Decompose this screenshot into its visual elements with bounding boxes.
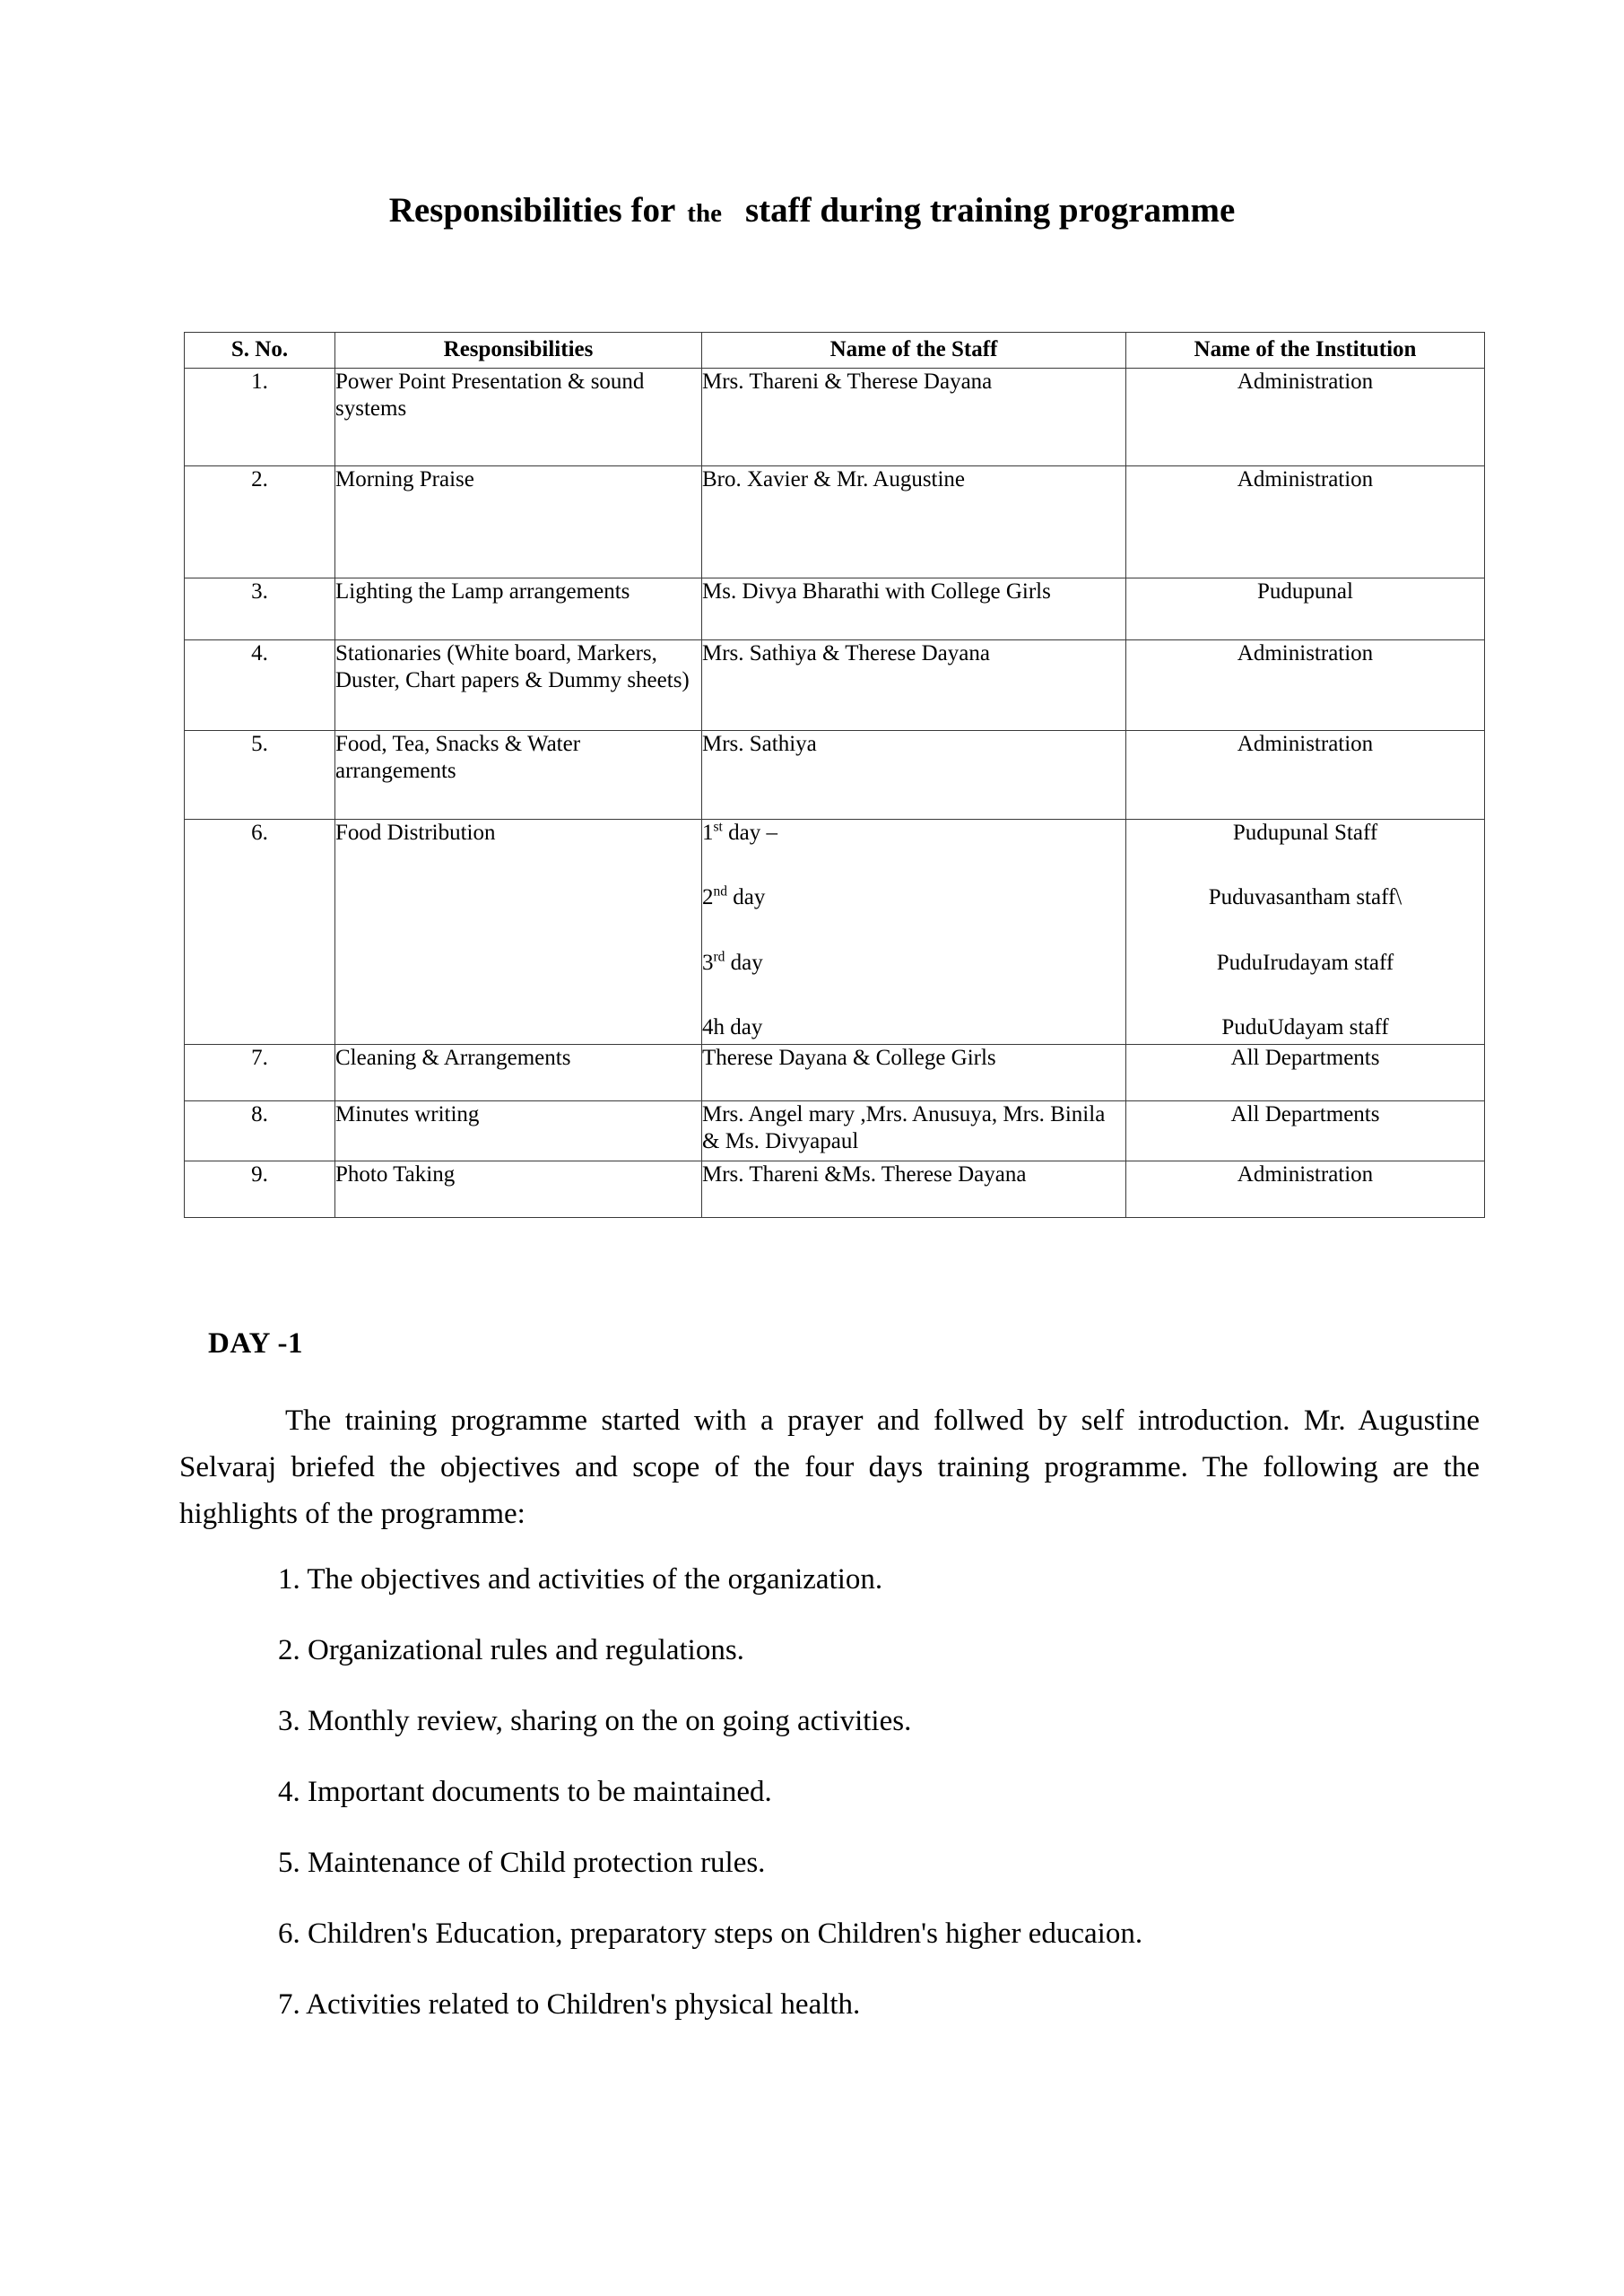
cell-staff: Therese Dayana & College Girls — [702, 1044, 1126, 1100]
day-ordinal: rd — [713, 949, 725, 965]
institution-line: Puduvasantham staff\ — [1208, 885, 1403, 909]
cell-sno: 4. — [185, 639, 335, 730]
day-ordinal: nd — [713, 883, 727, 900]
institution-line: PuduIrudayam staff — [1216, 950, 1394, 975]
cell-staff: Mrs. Thareni &Ms. Therese Dayana — [702, 1161, 1126, 1217]
institution-line: Pudupunal Staff — [1232, 820, 1378, 845]
day-text: day – — [722, 820, 777, 845]
column-header-staff: Name of the Staff — [702, 333, 1126, 369]
list-item: 1. The objectives and activities of the organization. — [278, 1563, 883, 1596]
cell-institution: Administration — [1126, 1161, 1485, 1217]
day-heading: DAY -1 — [208, 1327, 303, 1360]
cell-sno: 6. — [185, 819, 335, 1044]
table-row — [185, 1044, 1485, 1100]
title-part-3: staff during training programme — [744, 191, 1236, 230]
cell-staff: Ms. Divya Bharathi with College Girls — [702, 578, 1126, 639]
title-part-1: Responsibilities for — [388, 191, 676, 230]
day-number: 4h — [702, 1015, 725, 1039]
cell-institution: Administration — [1126, 368, 1485, 465]
page-title — [0, 193, 1624, 228]
table-row — [185, 730, 1485, 819]
column-header-responsibilities: Responsibilities — [335, 333, 702, 369]
responsibilities-table — [184, 332, 1485, 1218]
table-row — [185, 1161, 1485, 1217]
table-row — [185, 639, 1485, 730]
table-row — [185, 578, 1485, 639]
table-row — [185, 465, 1485, 578]
cell-institution: Pudupunal — [1126, 578, 1485, 639]
day-text: day — [725, 1015, 763, 1039]
cell-responsibility: Stationaries (White board, Markers, Duster, Chart papers & Dummy sheets) — [335, 639, 702, 730]
cell-responsibility: Photo Taking — [335, 1161, 702, 1217]
day-ordinal: st — [713, 819, 723, 835]
cell-sno: 7. — [185, 1044, 335, 1100]
cell-responsibility: Food Distribution — [335, 819, 702, 1044]
cell-staff: Mrs. Sathiya & Therese Dayana — [702, 639, 1126, 730]
day-line — [702, 1014, 1125, 1042]
day-line — [702, 820, 1125, 848]
cell-responsibility: Food, Tea, Snacks & Water arrangements — [335, 730, 702, 819]
cell-institution: All Departments — [1126, 1100, 1485, 1161]
day-text: day — [725, 950, 763, 975]
cell-institution: All Departments — [1126, 1044, 1485, 1100]
table-body — [185, 368, 1485, 1217]
cell-sno: 9. — [185, 1161, 335, 1217]
responsibilities-table-wrapper — [184, 332, 1484, 1218]
table-row — [185, 368, 1485, 465]
cell-staff: Mrs. Sathiya — [702, 730, 1126, 819]
day-line — [702, 884, 1125, 912]
list-item: 4. Important documents to be maintained. — [278, 1776, 772, 1808]
cell-sno: 3. — [185, 578, 335, 639]
list-item: 6. Children's Education, preparatory steps on Children's higher educaion. — [278, 1918, 1143, 1950]
cell-institution: Administration — [1126, 639, 1485, 730]
list-item: 2. Organizational rules and regulations. — [278, 1634, 744, 1666]
cell-staff: Mrs. Angel mary ,Mrs. Anusuya, Mrs. Binila & Ms. Divyapaul — [702, 1100, 1126, 1161]
cell-institution: Administration — [1126, 730, 1485, 819]
title-part-2: the — [687, 199, 722, 228]
day-number: 1 — [702, 820, 714, 845]
cell-sno: 2. — [185, 465, 335, 578]
day-number: 3 — [702, 950, 714, 975]
cell-institution: Administration — [1126, 465, 1485, 578]
table-header-row — [185, 333, 1485, 369]
highlights-list — [278, 1565, 1480, 2020]
table-row — [185, 1100, 1485, 1161]
table-header — [185, 333, 1485, 369]
cell-staff-days — [702, 819, 1126, 1044]
day-paragraph: The training programme started with a prayer and follwed by self introduction. Mr. Augustine Selvaraj briefed the objectives and scope of the four days training programme. The following are the highlights of the programme: — [179, 1405, 1480, 1531]
day-text: day — [727, 885, 766, 909]
cell-responsibility: Power Point Presentation & sound systems — [335, 368, 702, 465]
cell-responsibility: Cleaning & Arrangements — [335, 1044, 702, 1100]
cell-sno: 1. — [185, 368, 335, 465]
list-item: 7. Activities related to Children's physical health. — [278, 1988, 861, 2021]
column-header-institution: Name of the Institution — [1126, 333, 1485, 369]
day-line — [702, 950, 1125, 978]
cell-staff: Mrs. Thareni & Therese Dayana — [702, 368, 1126, 465]
column-header-sno: S. No. — [185, 333, 335, 369]
table-row — [185, 819, 1485, 1044]
cell-responsibility: Morning Praise — [335, 465, 702, 578]
list-item: 3. Monthly review, sharing on the on going activities. — [278, 1705, 912, 1737]
day-number: 2 — [702, 885, 714, 909]
cell-institution-lines — [1126, 819, 1485, 1044]
cell-responsibility: Lighting the Lamp arrangements — [335, 578, 702, 639]
cell-responsibility: Minutes writing — [335, 1100, 702, 1161]
list-item: 5. Maintenance of Child protection rules. — [278, 1847, 766, 1879]
cell-sno: 8. — [185, 1100, 335, 1161]
cell-staff: Bro. Xavier & Mr. Augustine — [702, 465, 1126, 578]
cell-sno: 5. — [185, 730, 335, 819]
institution-line: PuduUdayam staff — [1221, 1015, 1389, 1039]
